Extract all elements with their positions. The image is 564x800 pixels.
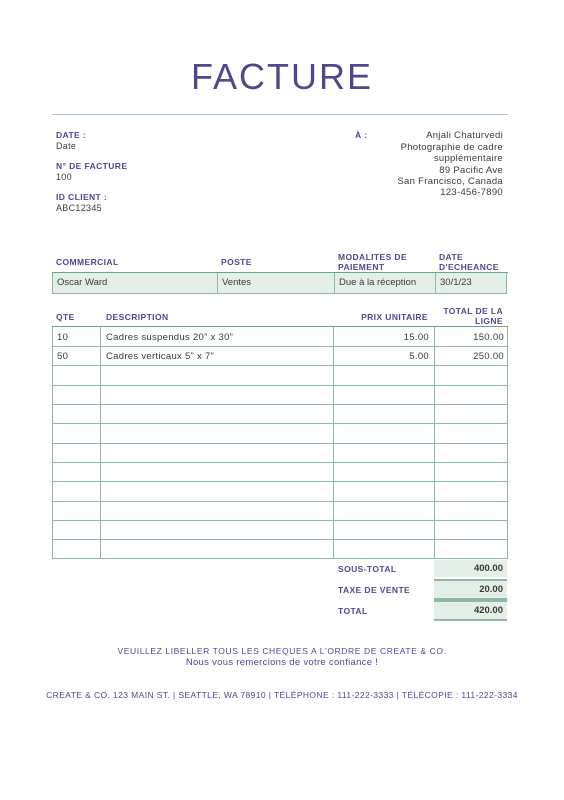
item-line-total: 150.00	[473, 332, 504, 343]
row-divider	[53, 539, 507, 540]
header-line-total-line2: LIGNE	[475, 316, 503, 326]
subtotal-label: SOUS-TOTAL	[338, 564, 397, 574]
item-unit-price: 15.00	[403, 332, 429, 343]
row-divider	[53, 423, 507, 424]
item-qty: 50	[57, 351, 69, 362]
header-line-total	[434, 306, 503, 326]
sales-modalites: Due à la réception	[339, 277, 417, 288]
company-contact-footer: CREATE & CO. 123 MAIN ST. | SEATTLE, WA 78910 | TÉLÉPHONE : 111-222-3333 | TÉLÉCOPIE : 111-222-3334	[46, 690, 518, 700]
item-qty: 10	[57, 332, 69, 343]
header-line-total-line1: TOTAL DE LA	[443, 306, 503, 316]
title-divider	[52, 114, 508, 115]
recipient-address: 89 Pacific Ave	[439, 165, 503, 176]
header-description: DESCRIPTION	[106, 312, 169, 322]
items-table	[52, 327, 508, 559]
date-value: Date	[56, 141, 77, 151]
row-divider	[53, 346, 507, 347]
header-poste: POSTE	[221, 257, 252, 267]
header-due-date-line1: DATE	[439, 252, 464, 262]
header-commercial: COMMERCIAL	[56, 257, 119, 267]
recipient-name: Anjali Chaturvedi	[426, 130, 503, 141]
row-divider	[53, 462, 507, 463]
sales-commercial: Oscar Ward	[57, 277, 108, 288]
recipient-line-2: Photographie de cadre	[400, 142, 503, 153]
row-divider	[53, 365, 507, 366]
recipient-label: À :	[355, 130, 368, 140]
subtotal-value: 400.00	[434, 560, 507, 577]
date-label: DATE :	[56, 130, 87, 140]
item-line-total: 250.00	[473, 351, 504, 362]
sales-poste: Ventes	[222, 277, 252, 288]
header-qte: QTE	[56, 312, 75, 322]
total-value: 420.00	[434, 600, 507, 621]
header-modalites	[338, 252, 407, 272]
row-divider	[53, 520, 507, 521]
header-modalites-line1: MODALITES DE	[338, 252, 408, 262]
client-id-value: ABC12345	[56, 203, 102, 213]
header-unit-price: PRIX UNITAIRE	[361, 312, 428, 322]
header-due-date-line2: D'ECHEANCE	[439, 262, 499, 272]
header-modalites-line2: PAIEMENT	[338, 262, 385, 272]
row-divider	[53, 501, 507, 502]
header-due-date	[439, 252, 499, 272]
sales-due-date: 30/1/23	[440, 277, 472, 288]
row-divider	[53, 443, 507, 444]
sales-row	[52, 273, 507, 294]
invoice-title: FACTURE	[190, 56, 373, 97]
recipient-line-3: supplémentaire	[433, 153, 503, 164]
row-divider	[53, 385, 507, 386]
payment-instructions: VEUILLEZ LIBELLER TOUS LES CHEQUES A L'ORDRE DE CREATE & CO.	[117, 646, 447, 656]
item-description: Cadres verticaux 5” x 7”	[106, 351, 215, 362]
recipient-city: San Francisco, Canada	[397, 176, 503, 187]
thank-you-note: Nous vous remercions de votre confiance !	[185, 657, 379, 668]
client-id-label: ID CLIENT :	[56, 192, 108, 202]
total-label: TOTAL	[338, 606, 368, 616]
row-divider	[53, 404, 507, 405]
recipient-phone: 123-456-7890	[440, 187, 503, 198]
tax-label: TAXE DE VENTE	[338, 585, 411, 595]
row-divider	[53, 481, 507, 482]
tax-value: 20.00	[434, 579, 507, 600]
invoice-number-value: 100	[56, 172, 72, 182]
item-description: Cadres suspendus 20” x 30”	[106, 332, 234, 343]
item-unit-price: 5.00	[409, 351, 429, 362]
invoice-number-label: N° DE FACTURE	[56, 161, 128, 171]
